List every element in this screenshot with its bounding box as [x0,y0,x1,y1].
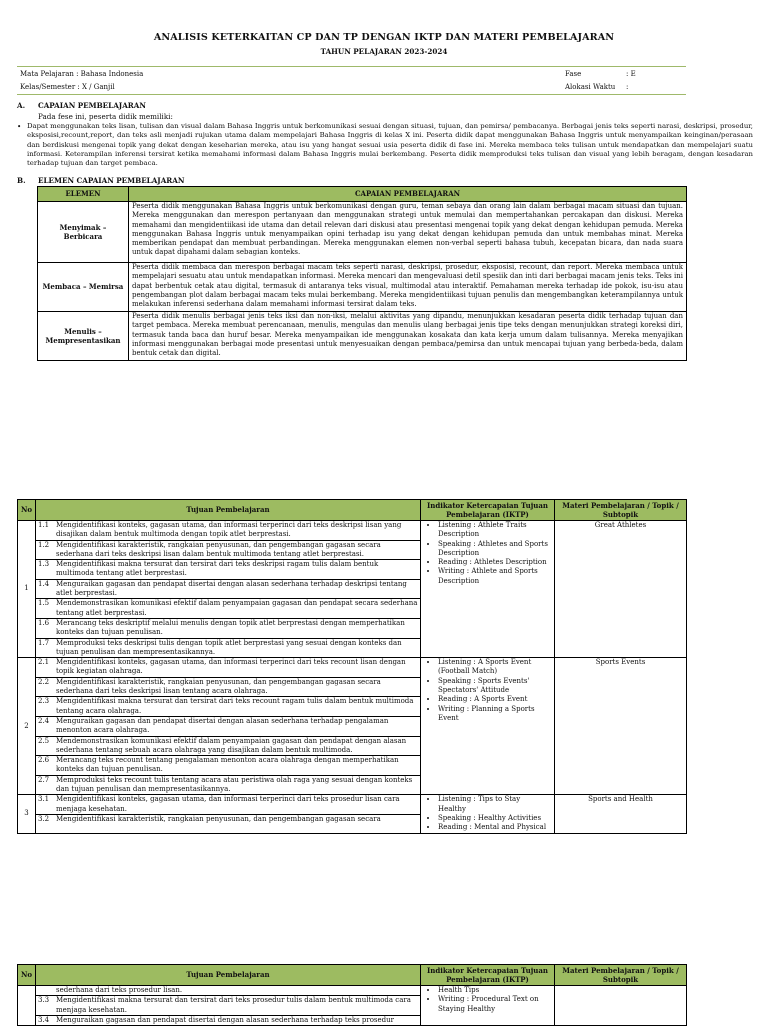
tp-text: Menguraikan gagasan dan pendapat disertai dengan alasan sederhana terhadap pengalaman menonton acara olahraga. [56,716,389,735]
tp-item [36,580,420,600]
materi-cell [555,986,687,1026]
tp-item [36,599,420,619]
bullet-icon: • [17,122,22,131]
tp-text: Mengidentifikasi makna tersurat dan tersirat dari teks prosedur tulis dalam bentuk multimoda cara menjaga kesehatan. [56,996,411,1014]
tp-group-row [18,658,687,795]
iktp-list [424,986,551,1014]
info-block [17,66,686,95]
row-number: 1 [18,521,36,658]
iktp-list [424,795,551,832]
col-header-iktp: Indikator Ketercapaian Tujuan Pembelajaran (IKTP) [421,965,555,986]
tp-text: Mengidentifikasi karakteristik, rangkaian penyusunan, dan pengembangan gagasan secara [56,814,381,823]
tp-text: Merancang teks deskriptif melalui menulis dengan topik atlet berprestasi dengan memperhatikan konteks dan tujuan penulisan. [56,618,405,637]
tp-item [36,717,420,737]
tp-item [36,560,420,580]
tp-group-row [18,795,687,833]
section-a-intro: Pada fese ini, peserta didik memiliki: [38,112,173,121]
tp-text: Mengidentifikasi karakteristik, rangkaian penyusunan, dan pengembangan gagasan secara sederhana dari teks deskripsi lisan dalam bentuk multimoda tentang atlet berprestasi. [56,540,381,558]
tp-number: 1.7 [38,638,50,647]
tp-list [36,521,421,658]
iktp-item: • Writing : Planning a Sports Event [438,705,549,724]
tp-number: 1.4 [38,579,50,588]
col-header-cp: CAPAIAN PEMBELAJARAN [129,187,687,202]
iktp-item: • Writing : Athlete and Sports Description [438,567,549,586]
iktp-cell [421,986,555,1026]
iktp-item: • Speaking : Healthy Activities [438,814,549,823]
iktp-item: • Speaking : Athletes and Sports Description [438,540,549,559]
tp-item [36,619,420,639]
tp-item [36,986,420,996]
tp-item [36,996,420,1016]
tp-number: 1.3 [38,560,50,569]
tp-item [36,815,420,824]
iktp-item: • Listening : Tips to Stay Healthy [438,795,549,814]
tp-text: Mendemonstrasikan komunikasi efektif dalam penyampaian gagasan dan pendapat dengan alasan sederhana tentang sebuah acara olahraga yang disajikan dalam bentuk multimoda. [56,736,407,754]
waktu-label: Alokasi Waktu [565,83,616,91]
elemen-row [38,263,687,312]
tp-number: 1.2 [38,540,50,549]
iktp-item: • Reading : A Sports Event [438,695,549,704]
document-subtitle: TAHUN PELAJARAN 2023-2024 [320,47,448,56]
tp-table-continued [17,964,687,1026]
tp-list [36,795,421,833]
section-a-paragraph: Dapat menggunakan teks lisan, tulisan dan visual dalam Bahasa Inggris untuk berkomunikasi sesuai dengan situasi, tujuan, dan pemirsa/ pembacanya. Berbagai jenis teks seperti narasi, deskripsi, prosedur, eksposisi,recount,report, dan teks asli menjadi rujukan utama dalam mempelajari Bahasa Inggris di kelas X ini. Peserta didik dapat menggunakan Bahasa Inggris untuk menyampaikan keinginan/perasaan dan berdiskusi mengenai topik yang dekat dengan keseharian mereka, atau isu yang hangat sesuai usia peserta didik di fase ini. Mereka membaca teks tulisan untuk mendapatkan dan mempelajari suatu informasi. Keterampilan inferensi tersirat ketika memahami informasi dalam Bahasa Inggris mulai berkembang. Peserta didik memproduksi teks tulisan dan visual yang lebih beragam, dengan kesadaran terhadap tujuan dan target pembaca. [27,122,753,168]
iktp-item: • Reading : Athletes Description [438,558,549,567]
col-header-tp: Tujuan Pembelajaran [36,965,421,986]
tp-text: Menguraikan gagasan dan pendapat disertai dengan alasan sederhana terhadap teks prosedur [56,1015,395,1024]
col-header-elemen: ELEMEN [38,187,129,202]
elemen-cp-table [37,186,687,361]
mapel-field: Mata Pelajaran : Bahasa Indonesia [20,70,144,78]
tp-text: Memproduksi teks deskripsi tulis dengan topik atlet berprestasi yang sesuai dengan konteks dan tujuan penulisan dan mempresentasikannya. [56,638,402,656]
cp-description: Peserta didik menggunakan Bahasa Inggris untuk berkomunikasi dengan guru, teman sebaya dan orang lain dalam berbagai macam situasi dan tujuan. Mereka menggunakan dan merespon pertanyaan dan menggunakan strategi untuk memulai dan mempertahankan percakapan dan diskusi. Mereka memahami dan mengidentiikasi ide utama dan detail relevan dari diskusi atau presentasi mengenai topik yang dekat dengan kehidupan pemuda. Mereka menggunakan Bahasa Inggris untuk menyampaikan opini terhadap isu yang dekat dengan kehidupan pemuda dan untuk membahas minat. Mereka memberikan pendapat dan membuat perbandingan. Mereka menggunakan elemen non-verbal seperti bahasa tubuh, kecepatan bicara, dan nada suara untuk dapat dipahami dalam sebagian konteks. [129,202,687,263]
tp-number: 2.5 [38,736,50,745]
tp-text: Mengidentifikasi karakteristik, rangkaian penyusunan, dan pengembangan gagasan secara sederhana dari teks deskripsi lisan tentang acara olahraga. [56,677,381,696]
col-header-materi: Materi Pembelajaran / Topik / Subtopik [555,500,687,521]
elemen-row [38,202,687,263]
document-title: ANALISIS KETERKAITAN CP DAN TP DENGAN IKTP DAN MATERI PEMBELAJARAN [153,32,615,43]
section-a-heading: CAPAIAN PEMBELAJARAN [38,101,146,110]
materi-cell: Great Athletes [555,521,687,658]
iktp-item: • Health Tips [438,986,549,995]
iktp-cell [421,658,555,795]
section-a-letter: A. [17,101,26,110]
tp-text: Merancang teks recount tentang pengalaman menonton acara olahraga dengan memperhatikan konteks dan tujuan penulisan. [56,756,399,774]
col-header-materi: Materi Pembelajaran / Topik / Subtopik [555,965,687,986]
tp-table [17,499,687,834]
kelas-field: Kelas/Semester : X / Ganjil [20,83,115,91]
tp-text: Mendemonstrasikan komunikasi efektif dalam penyampaian gagasan dan pendapat secara sederhana tentang atlet berprestasi. [56,599,418,617]
tp-number: 1.6 [38,618,50,627]
tp-item [36,737,420,757]
iktp-list [424,521,551,586]
tp-group-row [18,986,687,1026]
tp-item [36,678,420,698]
tp-number: 2.6 [38,756,50,765]
cp-description: Peserta didik menulis berbagai jenis teks iksi dan non-iksi, melalui aktivitas yang dipandu, menunjukkan kesadaran peserta didik terhadap tujuan dan target pembaca. Mereka membuat perencanaan, menulis, mengulas dan menulis ulang berbagai jenis tipe teks dengan menunjukkan strategi koreksi diri, termasuk tanda baca dan huruf besar. Mereka menyampaikan ide menggunakan kosakata dan kata kerja umum dalam tulisannya. Mereka menyajikan informasi menggunakan berbagai mode presentasi untuk menyesuaikan dengan pembaca/pemirsa dan untuk mencapai tujuan yang berbeda-beda, dalam bentuk cetak dan digital. [129,312,687,361]
iktp-list [424,658,551,723]
tp-item [36,756,420,776]
col-header-tp: Tujuan Pembelajaran [36,500,421,521]
materi-cell: Sports and Health [555,795,687,833]
tp-number: 3.1 [38,795,50,804]
tp-number: 3.3 [38,996,50,1005]
iktp-cell [421,521,555,658]
col-header-iktp: Indikator Ketercapaian Tujuan Pembelajaran (IKTP) [421,500,555,521]
elemen-name: Menyimak – Berbicara [38,202,129,263]
tp-text: Mengidentifikasi konteks, gagasan utama, dan informasi terperinci dari teks prosedur lisan cara menjaga kesehatan. [56,795,400,813]
tp-number: 2.7 [38,775,50,784]
section-b-letter: B. [17,176,26,185]
cp-description: Peserta didik membaca dan merespon berbagai macam teks seperti narasi, deskripsi, prosedur, eksposisi, recount, dan report. Mereka membaca untuk mempelajari sesuatu atau untuk mendapatkan informasi. Mereka mencari dan mengevaluasi detil spesiik dan inti dari berbagai macam jenis teks. Teks ini dapat berbentuk cetak atau digital, termasuk di antaranya teks visual, multimodal atau interaktif. Pemahaman mereka terhadap ide pokok, isu-isu atau pengembangan plot dalam berbagai macam teks mulai berkembang. Mereka mengidentiikasi tujuan penulis dan mengembangkan keterampilannya untuk melakukan inferensi sederhana dalam memahami informasi tersirat dalam teks. [129,263,687,312]
fase-label: Fase [565,70,582,78]
tp-number: 2.1 [38,658,50,667]
tp-group-row [18,521,687,658]
tp-number: 2.2 [38,677,50,686]
tp-number: 3.2 [38,814,50,823]
iktp-item: • Listening : A Sports Event (Football Match) [438,658,549,677]
tp-text: Mengidentifikasi konteks, gagasan utama, dan informasi terperinci dari teks deskripsi lisan yang disajikan dalam bentuk multimoda dengan topik atlet berprestasi. [56,521,402,539]
tp-text: Mengidentifikasi makna tersurat dan tersirat dari teks deskripsi ragam tulis dalam bentuk multimoda tentang atlet berprestasi. [56,560,379,578]
tp-item [36,639,420,658]
tp-list [36,986,421,1026]
tp-number: 1.5 [38,599,50,608]
iktp-cell [421,795,555,833]
section-b-heading: ELEMEN CAPAIAN PEMBELAJARAN [38,176,185,185]
tp-item [36,541,420,561]
col-header-no: No [18,965,36,986]
row-number [18,986,36,1026]
waktu-value: : [626,83,629,91]
tp-text: sederhana dari teks prosedur lisan. [56,986,183,994]
tp-number: 3.4 [38,1015,50,1024]
iktp-item: • Listening : Athlete Traits Description [438,521,549,540]
row-number: 3 [18,795,36,833]
tp-number: 2.4 [38,716,50,725]
tp-text: Mengidentifikasi konteks, gagasan utama, dan informasi terperinci dari teks recount lisan dengan topik kegiatan olahraga. [56,658,406,676]
materi-cell: Sports Events [555,658,687,795]
iktp-item: • Speaking : Sports Events' Spectators' Attitude [438,677,549,696]
tp-item [36,795,420,815]
iktp-item: • Writing : Procedural Text on Staying Healthy [438,995,549,1014]
tp-item [36,697,420,717]
row-number: 2 [18,658,36,795]
col-header-no: No [18,500,36,521]
tp-list [36,658,421,795]
tp-item [36,776,420,795]
elemen-name: Menulis – Mempresentasikan [38,312,129,361]
elemen-name: Membaca – Memirsa [38,263,129,312]
tp-text: Menguraikan gagasan dan pendapat disertai dengan alasan sederhana terhadap deskripsi tentang atlet berprestasi. [56,579,407,598]
tp-text: Memproduksi teks recount tulis tentang acara atau peristiwa olah raga yang sesuai dengan konteks dan tujuan penulisan dan mempresentasikannya. [56,775,413,794]
tp-number: 1.1 [38,521,50,529]
iktp-item: • Reading : Mental and Physical [438,823,549,832]
elemen-row [38,312,687,361]
fase-value: : E [626,70,636,78]
tp-number [36,986,56,995]
tp-item [36,658,420,678]
tp-item [36,521,420,541]
tp-text: Mengidentifikasi makna tersurat dan tersirat dari teks recount ragam tulis dalam bentuk multimoda tentang acara olahraga. [56,697,414,715]
tp-number: 2.3 [38,697,50,706]
